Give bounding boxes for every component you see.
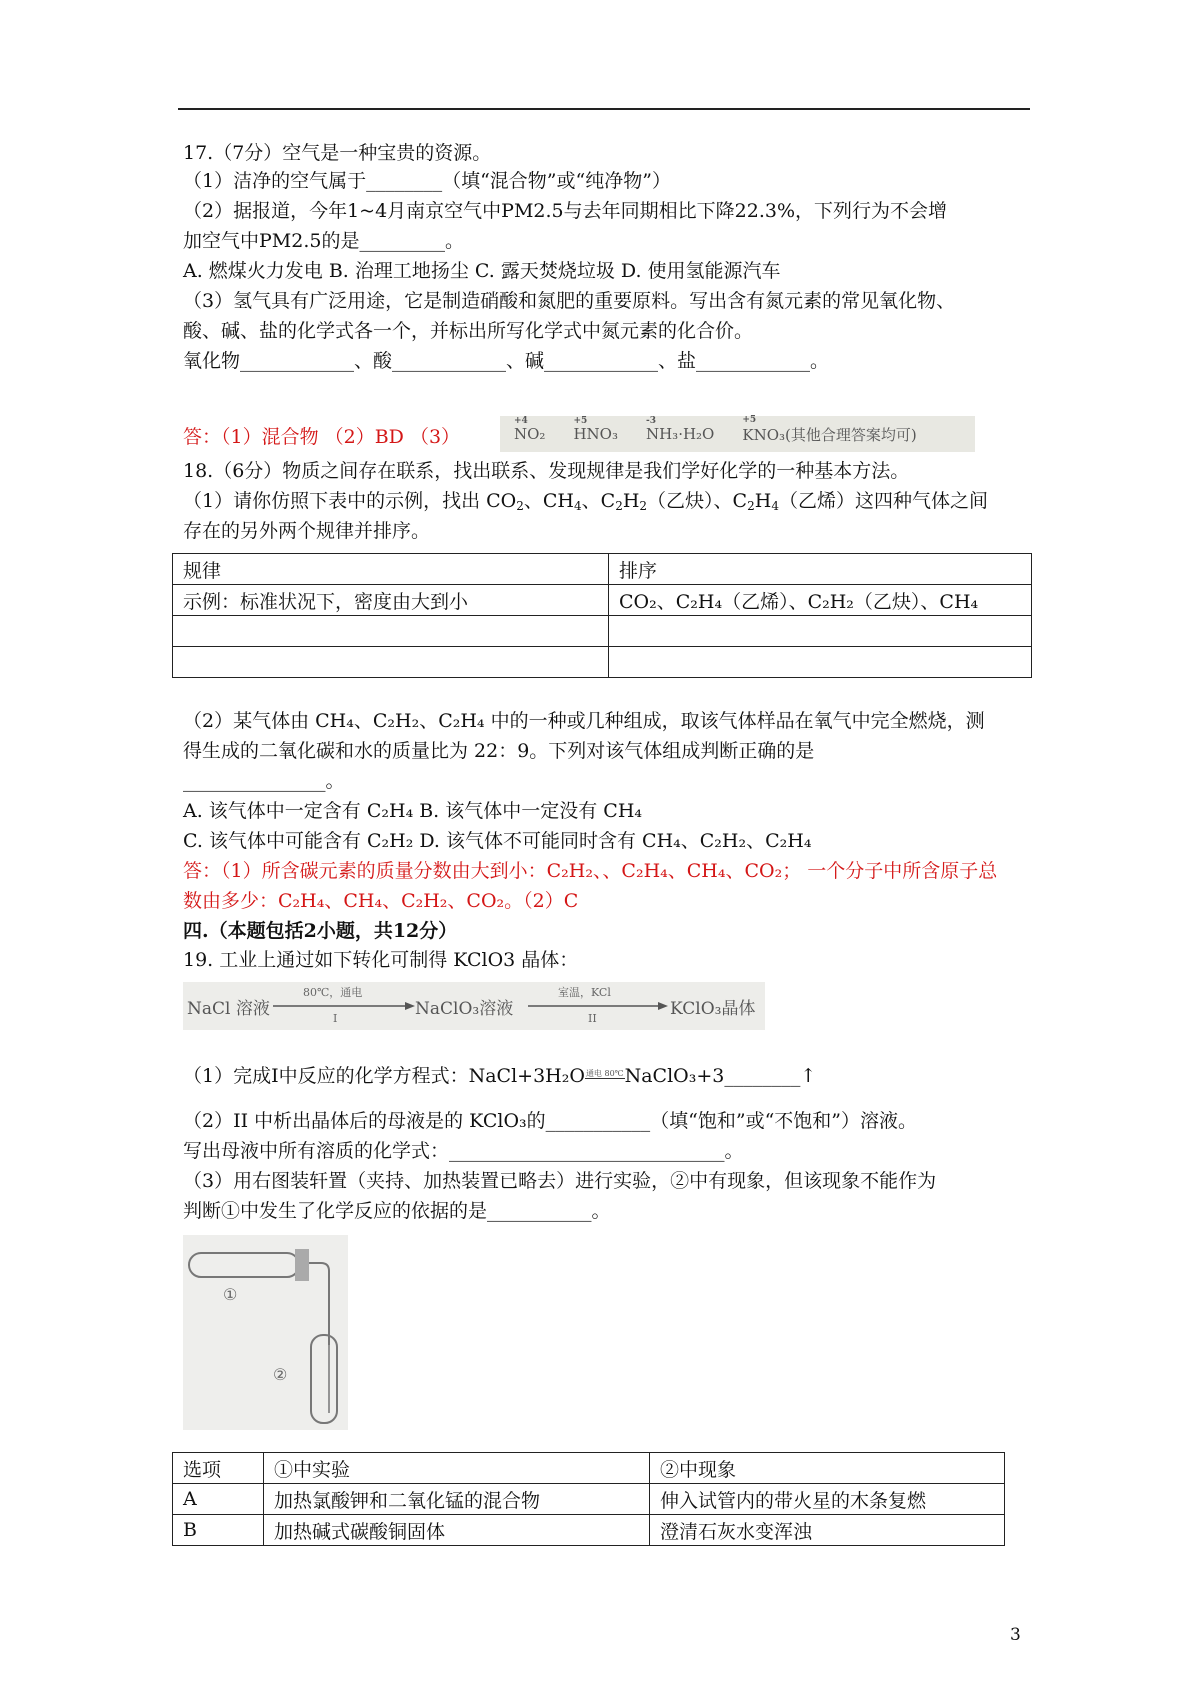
test-tube-apparatus [183, 1235, 348, 1430]
q17-part3-line2: 酸、碱、盐的化学式各一个，并标出所写化学式中氮元素的化合价。 [183, 320, 754, 342]
answer-formula: -3 NH₃·H₂O [645, 416, 715, 443]
flow-naclo3-solution: NaClO₃溶液 [415, 999, 514, 1019]
q17-answer-image [500, 416, 975, 452]
table-cell-blank [609, 616, 1032, 647]
page-number: 3 [1010, 1625, 1021, 1645]
flow-step-2: II [588, 1012, 597, 1025]
table-header-cell: ②中现象 [650, 1453, 1005, 1484]
q17-answer: 答：（1）混合物 （2）BD （3） [183, 426, 461, 448]
table-cell: 示例：标准状况下，密度由大到小 [173, 585, 609, 616]
q17-options: A. 燃煤火力发电 B. 治理工地扬尘 C. 露天焚烧垃圾 D. 使用氢能源汽车 [183, 260, 781, 282]
flow-nacl-solution: NaCl 溶液 [187, 999, 270, 1019]
q18-part2-blank: _______________。 [183, 770, 345, 792]
table-cell: 加热氯酸钾和二氧化锰的混合物 [264, 1484, 650, 1515]
flow-step-1: I [333, 1012, 338, 1025]
section-4-heading: 四.（本题包括2小题，共12分） [183, 920, 458, 942]
table-header-cell: 选项 [173, 1453, 264, 1484]
answer-formula: +4 NO₂ [514, 416, 546, 443]
q18-options-cd: C. 该气体中可能含有 C₂H₂ D. 该气体不可能同时含有 CH₄、C₂H₂、C₂H₄ [183, 830, 812, 852]
q19-part3-line2: 判断①中发生了化学反应的依据的是___________。 [183, 1200, 611, 1222]
table-cell-blank [609, 647, 1032, 678]
q19-part1: （1）完成Ⅰ中反应的化学方程式：NaCl+3H₂O通电 80℃NaClO₃+3________↑ [183, 1065, 817, 1087]
q17-part2-line1: （2）据报道，今年1~4月南京空气中PM2.5与去年同期相比下降22.3%，下列行为不会增 [183, 200, 948, 222]
table-cell: 澄清石灰水变浑浊 [650, 1515, 1005, 1546]
q18-title: 18.（6分）物质之间存在联系，找出联系、发现规律是我们学好化学的一种基本方法。 [183, 460, 910, 482]
q17-part3-blanks: 氧化物____________、酸____________、碱____________、盐____________。 [183, 350, 830, 372]
table-header-cell: ①中实验 [264, 1453, 650, 1484]
q18-answer-line1: 答：（1）所含碳元素的质量分数由大到小：C₂H₂、、C₂H₄、CH₄、CO₂； 一个分子中所含原子总 [183, 860, 998, 882]
tube-label-1: ① [223, 1285, 238, 1304]
table-cell: 加热碱式碳酸铜固体 [264, 1515, 650, 1546]
table-cell-blank [173, 647, 609, 678]
q18-part1-line2: 存在的另外两个规律并排序。 [183, 520, 431, 542]
q17-part1: （1）洁净的空气属于________（填“混合物”或“纯净物”） [183, 170, 671, 192]
q19-part2-line2: 写出母液中所有溶质的化学式：_____________________________。 [183, 1140, 744, 1162]
table-cell: 伸入试管内的带火星的木条复燃 [650, 1484, 1005, 1515]
flow-kclo3-crystal: KClO₃晶体 [670, 999, 756, 1019]
flow-condition-2: 室温，KCl [558, 986, 611, 999]
q18-rule-table [172, 553, 1032, 678]
answer-formula: +5 KNO₃(其他合理答案均可) [742, 414, 917, 444]
q18-part2-line1: （2）某气体由 CH₄、C₂H₂、C₂H₄ 中的一种或几种组成，取该气体样品在氧气中完全燃烧，测 [183, 710, 985, 732]
q18-answer-line2: 数由多少：C₂H₄、CH₄、C₂H₂、CO₂。（2）C [183, 890, 579, 912]
equation-condition: 通电 80℃ [585, 1069, 624, 1078]
table-header-cell: 排序 [609, 554, 1032, 585]
q18-part1-line1: （1）请你仿照下表中的示例，找出 $CO_2$、$CH_4$、$C_2H_2$（乙炔）、$C_2H_4$（乙烯）这四种气体之间 [183, 490, 988, 513]
q19-title: 19. 工业上通过如下转化可制得 KClO3 晶体： [183, 949, 579, 971]
header-rule [178, 108, 1030, 110]
table-header-cell: 规律 [173, 554, 609, 585]
q18-part2-line2: 得生成的二氧化碳和水的质量比为 22：9。下列对该气体组成判断正确的是 [183, 740, 815, 762]
q19-part2-line1: （2）II 中析出晶体后的母液是的 KClO₃的___________（填“饱和”或“不饱和”）溶液。 [183, 1110, 918, 1132]
table-cell: B [173, 1515, 264, 1546]
experiment-apparatus-image [183, 1235, 348, 1430]
table-cell: A [173, 1484, 264, 1515]
answer-formula: +5 HNO₃ [573, 416, 618, 443]
q17-title: 17.（7分）空气是一种宝贵的资源。 [183, 142, 492, 164]
q19-process-diagram [183, 982, 765, 1030]
q19-options-table [172, 1452, 1005, 1546]
table-cell-blank [173, 616, 609, 647]
q17-part3-line1: （3）氢气具有广泛用途，它是制造硝酸和氮肥的重要原料。写出含有氮元素的常见氧化物、 [183, 290, 956, 312]
q18-options-ab: A. 该气体中一定含有 C₂H₄ B. 该气体中一定没有 CH₄ [183, 800, 643, 822]
tube-label-2: ② [273, 1365, 288, 1384]
flow-condition-1: 80℃，通电 [303, 986, 363, 999]
q19-part3-line1: （3）用右图装轩置（夹持、加热装置已略去）进行实验，②中有现象，但该现象不能作为 [183, 1170, 937, 1192]
table-cell: CO₂、C₂H₄（乙烯）、C₂H₂（乙炔）、CH₄ [609, 585, 1032, 616]
q17-part2-line2: 加空气中PM2.5的是_________。 [183, 230, 464, 252]
